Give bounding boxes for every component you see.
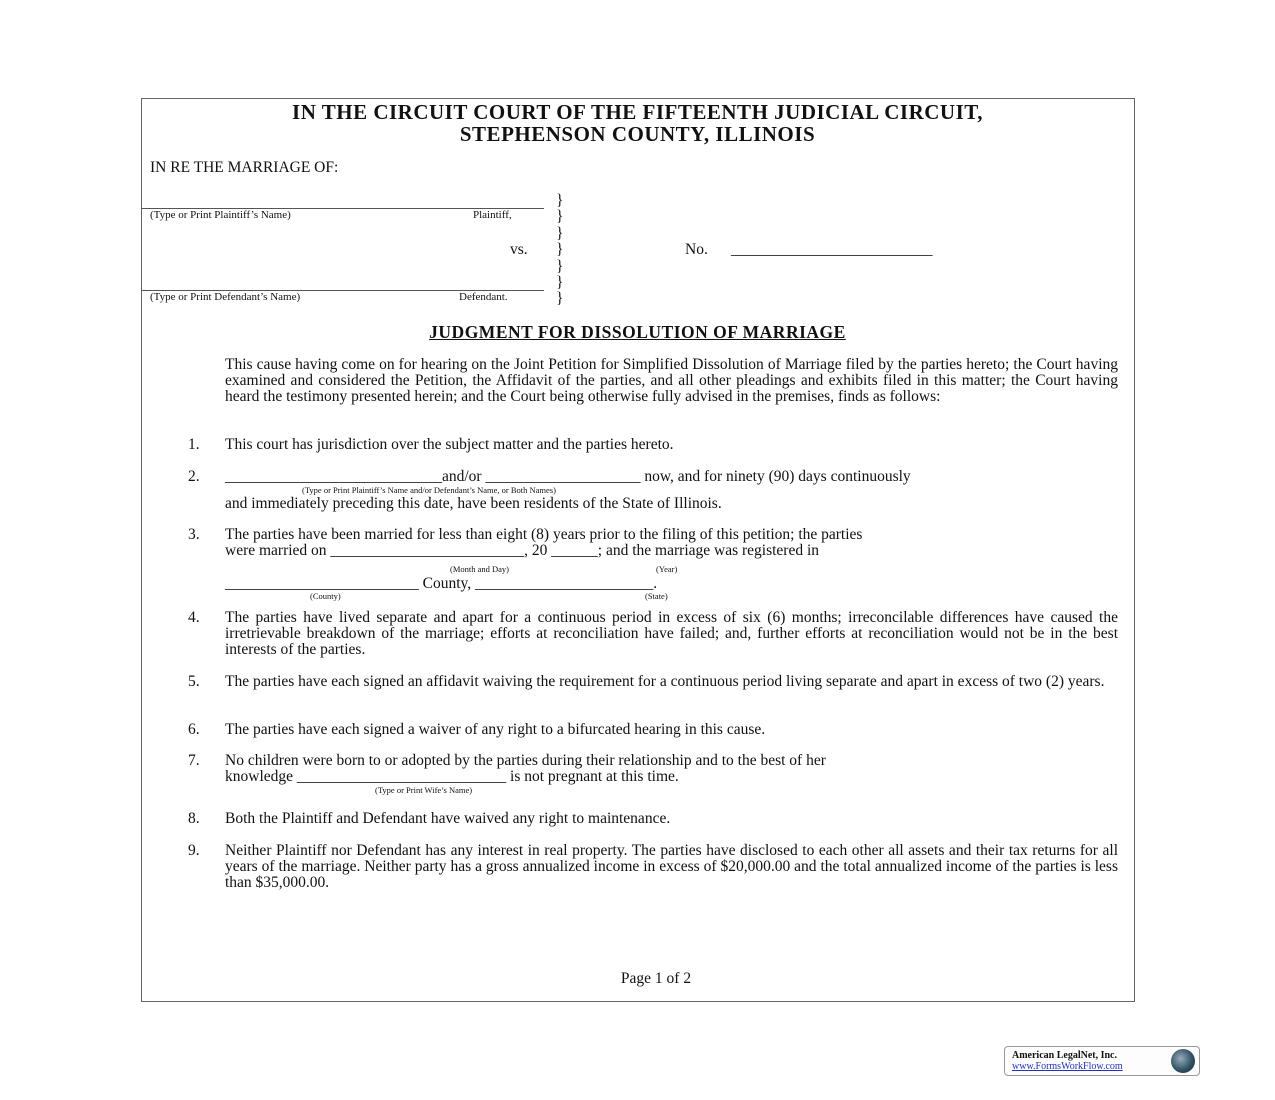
item-3-line1: The parties have been married for less than eight (8) years prior to the filing of this petition; the parties <box>225 526 863 543</box>
logo-url-link[interactable]: www.FormsWorkFlow.com <box>1012 1061 1123 1072</box>
vs-label: vs. <box>510 241 528 258</box>
logo-company: American LegalNet, Inc. <box>1012 1050 1117 1061</box>
item-8-text: Both the Plaintiff and Defendant have waived any right to maintenance. <box>225 810 671 827</box>
item-2-hint: (Type or Print Plaintiff’s Name and/or Defendant’s Name, or Both Names) <box>302 485 556 495</box>
brace: } <box>556 290 564 307</box>
item-number: 6. <box>188 721 200 738</box>
court-header-line1: IN THE CIRCUIT COURT OF THE FIFTEENTH JUDICIAL CIRCUIT, <box>292 100 983 124</box>
globe-icon <box>1171 1049 1195 1073</box>
defendant-hint: (Type or Print Defendant’s Name) <box>150 291 301 303</box>
brace: } <box>556 225 564 242</box>
item-2-line2: and immediately preceding this date, have been residents of the State of Illinois. <box>225 495 722 512</box>
item-2-line1[interactable]: ____________________________and/or ____________________ now, and for ninety (90) days continuously <box>225 468 911 485</box>
item-number: 8. <box>188 810 200 827</box>
case-number-label: No. <box>685 241 708 258</box>
in-re-label: IN RE THE MARRIAGE OF: <box>150 159 339 176</box>
item-number: 1. <box>188 436 200 453</box>
item-3-line3[interactable]: _________________________ County, _______________________. <box>225 575 658 592</box>
item-5-text: The parties have each signed an affidavit waiving the requirement for a continuous period living separate and apart in excess of two (2) years. <box>225 673 1105 690</box>
brace: } <box>556 208 564 225</box>
month-day-hint: (Month and Day) <box>450 564 510 574</box>
item-1-text: This court has jurisdiction over the subject matter and the parties hereto. <box>225 436 674 453</box>
case-number-field[interactable]: __________________________ <box>731 241 933 258</box>
year-hint: (Year) <box>656 564 678 574</box>
item-7-line1: No children were born to or adopted by the parties during their relationship and to the best of her <box>225 752 826 769</box>
court-header-line2: STEPHENSON COUNTY, ILLINOIS <box>459 122 816 146</box>
item-9-text: Neither Plaintiff nor Defendant has any interest in real property. The parties have disclosed to each other all assets and their tax returns for all years of the marriage. Neither party has a gross annualized income in excess of $20,000.00 and the total annualized income of the parties is less than $35,000.00. <box>225 842 1118 891</box>
item-3-line2[interactable]: were married on _________________________, 20 ______; and the marriage was registered in <box>225 542 820 559</box>
item-number: 9. <box>188 842 200 859</box>
page-number: Page 1 of 2 <box>620 970 692 987</box>
state-hint: (State) <box>645 591 668 601</box>
item-7-line2[interactable]: knowledge ___________________________ is not pregnant at this time. <box>225 768 679 785</box>
item-6-text: The parties have each signed a waiver of any right to a bifurcated hearing in this cause. <box>225 721 766 738</box>
county-hint: (County) <box>310 591 341 601</box>
brace: } <box>556 274 564 291</box>
plaintiff-label: Plaintiff, <box>473 209 512 221</box>
wife-name-hint: (Type or Print Wife’s Name) <box>375 785 473 795</box>
item-number: 3. <box>188 526 200 543</box>
intro-paragraph: This cause having come on for hearing on the Joint Petition for Simplified Dissolution of Marriage filed by the parties hereto; the Court having examined and considered the Petition, the Affidavit of the parties, and all other pleadings and exhibits filed in this matter; the Court having heard the testimony presented herein; and the Court being otherwise fully advised in the premises, finds as follows: <box>225 356 1118 405</box>
item-number: 5. <box>188 673 200 690</box>
item-4-text: The parties have lived separate and apart for a continuous period in excess of six (6) months; irreconcilable differences have caused the irretrievable breakdown of the marriage; efforts at reconciliation have failed; and, further efforts at reconciliation would not be in the best interests of the parties. <box>225 609 1118 658</box>
defendant-label: Defendant. <box>459 291 508 303</box>
brace: } <box>556 192 564 209</box>
document-title: JUDGMENT FOR DISSOLUTION OF MARRIAGE <box>429 322 846 342</box>
item-number: 7. <box>188 752 200 769</box>
plaintiff-hint: (Type or Print Plaintiff’s Name) <box>150 209 291 221</box>
item-number: 2. <box>188 468 200 485</box>
brace: } <box>556 258 564 275</box>
item-number: 4. <box>188 609 200 626</box>
brace: } <box>556 241 564 258</box>
american-legalnet-logo[interactable] <box>1004 1046 1200 1076</box>
